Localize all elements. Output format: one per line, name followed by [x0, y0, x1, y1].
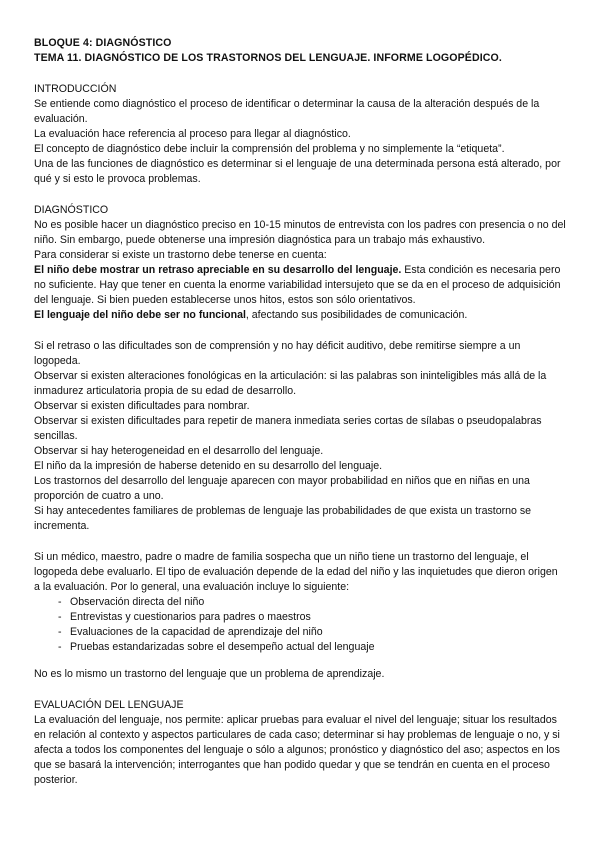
- paragraph: El concepto de diagnóstico debe incluir la comprensión del problema y no simplemente la “etiqueta”.: [34, 143, 505, 155]
- bold-criterion-1: El niño debe mostrar un retraso apreciable en su desarrollo del lenguaje.: [34, 264, 402, 276]
- paragraph: La evaluación hace referencia al proceso para llegar al diagnóstico.: [34, 128, 351, 140]
- paragraph: Observar si existen alteraciones fonológicas en la articulación: si las palabras son ininteligibles más allá de la inmadurez articulatoria propia de su edad de desarrollo.: [34, 370, 547, 397]
- heading-evaluacion-lenguaje: EVALUACIÓN DEL LENGUAJE: [34, 699, 184, 711]
- paragraph: Observar si existen dificultades para repetir de manera inmediata series cortas de sílabas o pseudopalabras sencillas.: [34, 415, 542, 442]
- paragraph: Observar si hay heterogeneidad en el desarrollo del lenguaje.: [34, 445, 324, 457]
- list-item: - Evaluaciones de la capacidad de aprendizaje del niño: [34, 625, 566, 640]
- heading-diagnostico: DIAGNÓSTICO: [34, 204, 109, 216]
- heading-introduccion: INTRODUCCIÓN: [34, 83, 117, 95]
- section-evaluacion-lenguaje: [34, 698, 566, 788]
- section-observaciones: [34, 339, 566, 534]
- paragraph: [34, 263, 566, 308]
- topic-title: TEMA 11. DIAGNÓSTICO DE LOS TRASTORNOS DEL LENGUAJE. INFORME LOGOPÉDICO.: [34, 52, 502, 64]
- paragraph: Una de las funciones de diagnóstico es determinar si el lenguaje de una determinada persona está alterado, por qué y si esto le provoca problemas.: [34, 158, 561, 185]
- paragraph: No es lo mismo un trastorno del lenguaje que un problema de aprendizaje.: [34, 668, 385, 680]
- paragraph: Si un médico, maestro, padre o madre de familia sospecha que un niño tiene un trastorno del lenguaje, el logopeda debe evaluarlo. El tipo de evaluación depende de la edad del niño y las inquietudes que dieron origen a la evaluación. Por lo general, una evaluación incluye lo siguiente:: [34, 551, 558, 593]
- paragraph: Se entiende como diagnóstico el proceso de identificar o determinar la causa de la alteración después de la evaluación.: [34, 98, 540, 125]
- block-title: BLOQUE 4: DIAGNÓSTICO: [34, 37, 172, 49]
- paragraph: Si hay antecedentes familiares de problemas de lenguaje las probabilidades de que exista un trastorno se incrementa.: [34, 505, 532, 532]
- paragraph: No es posible hacer un diagnóstico preciso en 10-15 minutos de entrevista con los padres con presencia o no del niño. Sin embargo, puede obtenerse una impresión diagnóstica para un trabajo más exhaustivo.: [34, 219, 566, 246]
- criterion-2-text: , afectando sus posibilidades de comunicación.: [245, 309, 468, 321]
- paragraph: Para considerar si existe un trastorno debe tenerse en cuenta:: [34, 249, 327, 261]
- evaluation-list: [34, 595, 566, 655]
- list-item: - Observación directa del niño: [34, 595, 566, 610]
- document-page: [34, 36, 566, 788]
- section-evaluacion-intro: [34, 550, 566, 682]
- paragraph: Observar si existen dificultades para nombrar.: [34, 400, 250, 412]
- list-item: - Entrevistas y cuestionarios para padres o maestros: [34, 610, 566, 625]
- section-introduccion: [34, 82, 566, 187]
- criterion-1-text: Esta condición es necesaria pero no suficiente. Hay que tener en cuenta la enorme variabilidad intersujeto que se da en el proceso de adquisición del lenguaje. Si bien pueden establecerse unos hitos, estos son sólo orientativos.: [34, 264, 561, 306]
- paragraph: El niño da la impresión de haberse detenido en su desarrollo del lenguaje.: [34, 460, 383, 472]
- bold-criterion-2: El lenguaje del niño debe ser no funcional: [34, 309, 246, 321]
- paragraph: [34, 308, 566, 323]
- paragraph: Los trastornos del desarrollo del lenguaje aparecen con mayor probabilidad en niños que en niñas en una proporción de cuatro a uno.: [34, 475, 530, 502]
- paragraph: Si el retraso o las dificultades son de comprensión y no hay déficit auditivo, debe remitirse siempre a un logopeda.: [34, 340, 521, 367]
- paragraph: La evaluación del lenguaje, nos permite: aplicar pruebas para evaluar el nivel del lenguaje; situar los resultados en relación al contexto y aspectos particulares de cada caso; determinar si hay problemas de lenguaje o no, y si afecta a todos los componentes del lenguaje o sólo a algunos; pronóstico y diagnóstico del aso; aspectos en los que se basará la intervención; interrogantes que han podido quedar y que se tendrán en cuenta en el proceso posterior.: [34, 714, 560, 786]
- section-diagnostico: [34, 203, 566, 323]
- list-item: - Pruebas estandarizadas sobre el desempeño actual del lenguaje: [34, 640, 566, 655]
